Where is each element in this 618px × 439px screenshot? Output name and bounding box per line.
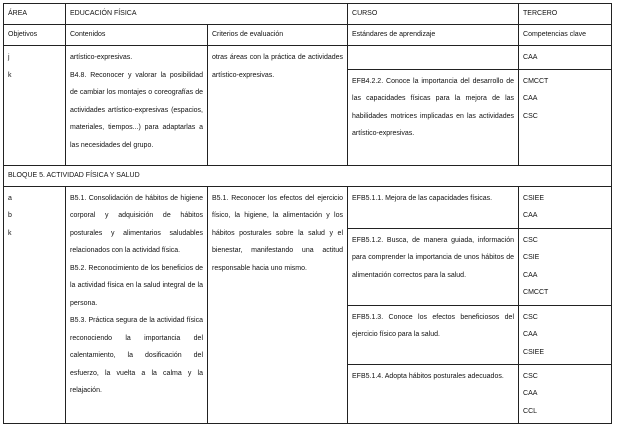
estandar-efb514: EFB5.1.4. Adopta hábitos posturales adecuados. — [348, 364, 519, 423]
block5-title: BLOQUE 5. ACTIVIDAD FÍSICA Y SALUD — [4, 165, 612, 186]
curriculum-table — [3, 3, 612, 424]
objetivo-item: b — [8, 212, 12, 219]
competencia-item: CSC — [523, 313, 538, 321]
competencias-efb513 — [519, 305, 612, 364]
competencia-item: CSIE — [523, 254, 540, 261]
col-contenidos: Contenidos — [66, 25, 208, 46]
contenido-cont: artístico-expresivas. — [70, 54, 133, 61]
competencia-item: CSIEE — [523, 348, 545, 356]
objetivo-item: k — [8, 71, 12, 79]
curso-value: TERCERO — [519, 4, 612, 25]
curso-label: CURSO — [348, 4, 519, 25]
block5-contenidos — [66, 186, 208, 423]
block4-criterios: otras áreas con la práctica de actividades artístico-expresivas. — [208, 46, 348, 166]
competencia-item: CAA — [523, 271, 538, 279]
competencia-item: CSIEE — [523, 194, 545, 202]
col-estandares: Estándares de aprendizaje — [348, 25, 519, 46]
col-criterios: Criterios de evaluación — [208, 25, 348, 46]
block4-estandar-competencias — [519, 69, 612, 165]
contenido-b52: B5.2. Reconocimiento de los beneficios de la actividad física en la salud integral de la persona. — [70, 264, 203, 307]
competencia-item: CSC — [523, 112, 538, 120]
competencia-item: CMCCT — [523, 289, 549, 296]
block5-objetivos — [4, 186, 66, 423]
block4-contenidos — [66, 46, 208, 166]
competencia-item: CAA — [523, 331, 538, 338]
objetivo-item: a — [8, 194, 12, 202]
block4-estandar-empty — [348, 46, 519, 70]
block5-title-row — [4, 165, 612, 186]
contenido-b53: B5.3. Práctica segura de la actividad física reconociendo la importancia del calentamiento, la dosificación del esfuerzo, la vuelta a la calma y la relajación. — [70, 317, 203, 394]
competencias-efb512 — [519, 228, 612, 305]
competencias-efb511 — [519, 186, 612, 228]
objetivo-item: j — [8, 54, 10, 61]
estandar-efb512: EFB5.1.2. Busca, de manera guiada, información para comprender la importancia de unos hábitos de alimentación correctos para la salud. — [348, 228, 519, 305]
competencia-item: CSC — [523, 372, 538, 380]
area-label: ÁREA — [4, 4, 66, 25]
competencia-item: CAA — [523, 54, 538, 61]
header-row — [4, 4, 612, 25]
estandar-efb513: EFB5.1.3. Conoce los efectos beneficiosos del ejercicio físico para la salud. — [348, 305, 519, 364]
col-competencias: Competencias clave — [519, 25, 612, 46]
competencia-item: CSC — [523, 236, 538, 244]
column-header-row — [4, 25, 612, 46]
competencia-item: CAA — [523, 390, 538, 397]
competencia-item: CMCCT — [523, 77, 549, 85]
area-value: EDUCACIÓN FÍSICA — [66, 4, 348, 25]
block5-row-1 — [4, 186, 612, 228]
objetivo-item: k — [8, 229, 12, 237]
block4-competencias-top — [519, 46, 612, 70]
competencia-item: CAA — [523, 212, 538, 219]
contenido-b51: B5.1. Consolidación de hábitos de higiene corporal y adquisición de hábitos posturales y alimentarios saludables relacionados con la actividad física. — [70, 194, 203, 254]
block4-objetivos — [4, 46, 66, 166]
block5-criterio: B5.1. Reconocer los efectos del ejercicio físico, la higiene, la alimentación y los hábitos posturales sobre la salud y el bienestar, manifestando una actitud responsable hacia uno mismo. — [208, 186, 348, 423]
col-objetivos: Objetivos — [4, 25, 66, 46]
block4-row-1 — [4, 46, 612, 70]
estandar-efb511: EFB5.1.1. Mejora de las capacidades físicas. — [348, 186, 519, 228]
competencias-efb514 — [519, 364, 612, 423]
competencia-item: CAA — [523, 95, 538, 102]
contenido-b48: B4.8. Reconocer y valorar la posibilidad de cambiar los montajes o coreografías de actividades artístico-expresivas (espacios, materiales, tiempos...) para adaptarlas a las necesidades del grupo. — [70, 71, 203, 149]
block4-estandar: EFB4.2.2. Conoce la importancia del desarrollo de las capacidades físicas para la mejora de las habilidades motrices implicadas en las actividades artístico-expresivas. — [348, 69, 519, 165]
competencia-item: CCL — [523, 407, 538, 415]
